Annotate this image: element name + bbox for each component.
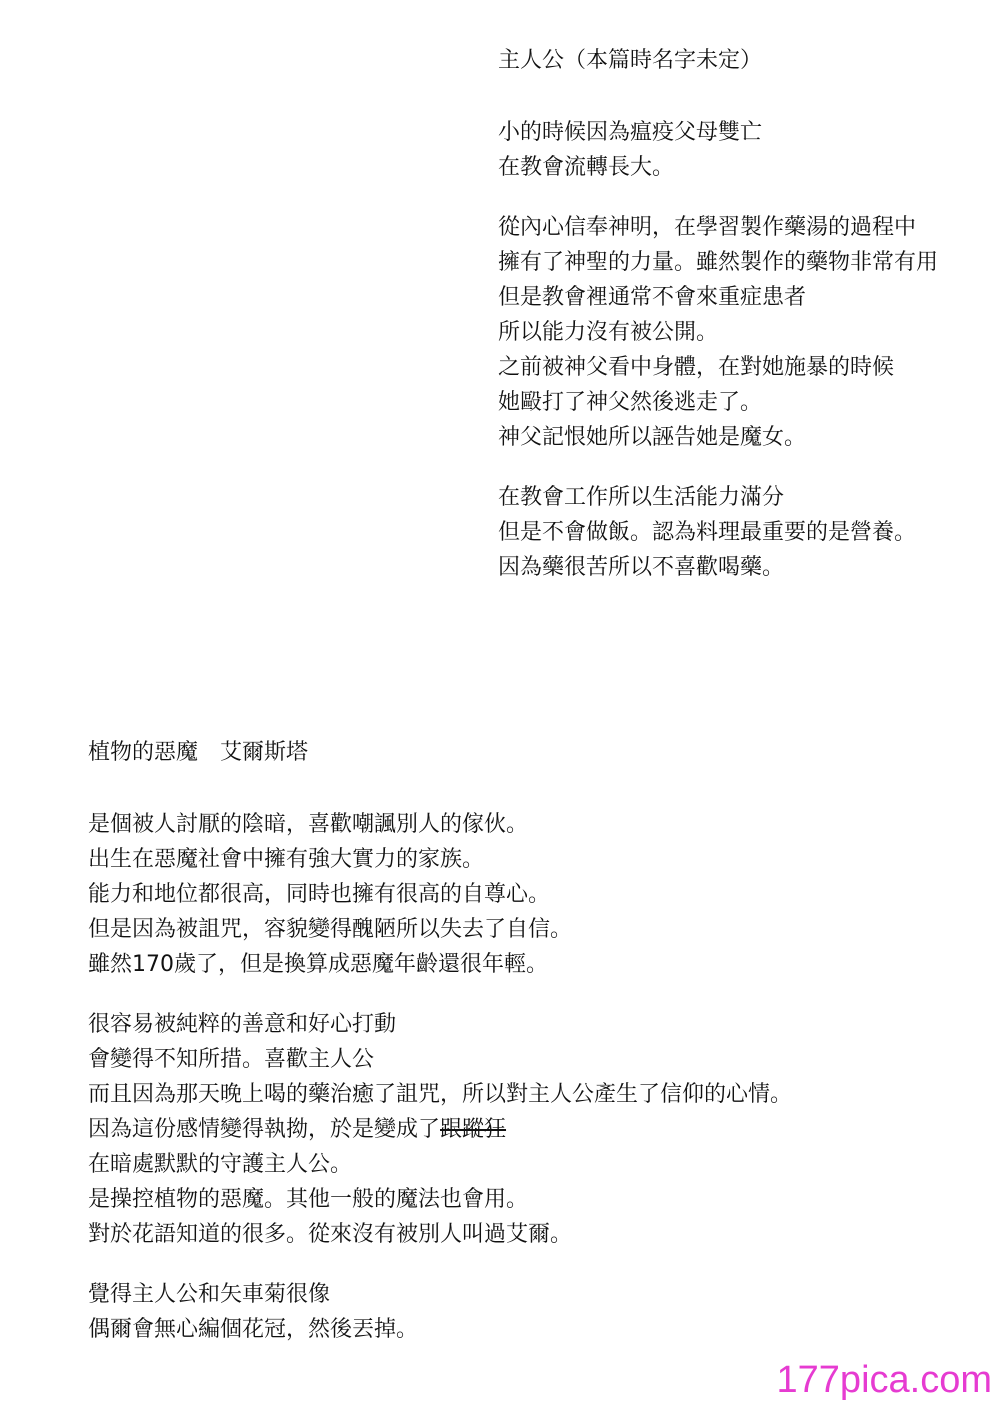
protagonist-title: 主人公（本篇時名字未定） [498, 48, 763, 73]
struck-word: 跟蹤狂 [440, 1117, 507, 1142]
demon-paragraph-1: 是個被人討厭的陰暗，喜歡嘲諷別人的傢伙。 出生在惡魔社會中擁有強大實力的家族。 能力和地位都很高，同時也擁有很高的自尊心。 但是因為被詛咒，容貌變得醜陋所以失去了自信。 雖然170歲了，但是換算成惡魔年齡還很年輕。 [88, 812, 573, 977]
demon-paragraph-2: 很容易被純粹的善意和好心打動 會變得不知所措。喜歡主人公 而且因為那天晚上喝的藥治癒了詛咒，所以對主人公產生了信仰的心情。 因為這份感情變得執拗，於是變成了跟蹤狂 在暗處默默的守護主人公。 是操控植物的惡魔。其他一般的魔法也會用。 對於花語知道的很多。從來沒有被別人叫過艾爾。 [88, 1012, 793, 1247]
demon-section [88, 735, 792, 1347]
protagonist-paragraph-1: 小的時候因為瘟疫父母雙亡 在教會流轉長大。 [498, 120, 763, 180]
protagonist-paragraph-2: 從內心信奉神明，在學習製作藥湯的過程中 擁有了神聖的力量。雖然製作的藥物非常有用 但是教會裡通常不會來重症患者 所以能力沒有被公開。 之前被神父看中身體，在對她施暴的時候 她毆打了神父然後逃走了。 神父記恨她所以誣告她是魔女。 [498, 215, 939, 450]
site-watermark: 177pica.com [776, 1359, 992, 1401]
protagonist-section [498, 43, 938, 585]
obsession-line: 因為這份感情變得執拗，於是變成了跟蹤狂 [88, 1117, 507, 1142]
demon-paragraph-3: 覺得主人公和矢車菊很像 偶爾會無心編個花冠，然後丟掉。 [88, 1282, 419, 1342]
demon-title: 植物的惡魔 艾爾斯塔 [88, 740, 309, 765]
protagonist-paragraph-3: 在教會工作所以生活能力滿分 但是不會做飯。認為料理最重要的是營養。 因為藥很苦所以不喜歡喝藥。 [498, 485, 917, 580]
